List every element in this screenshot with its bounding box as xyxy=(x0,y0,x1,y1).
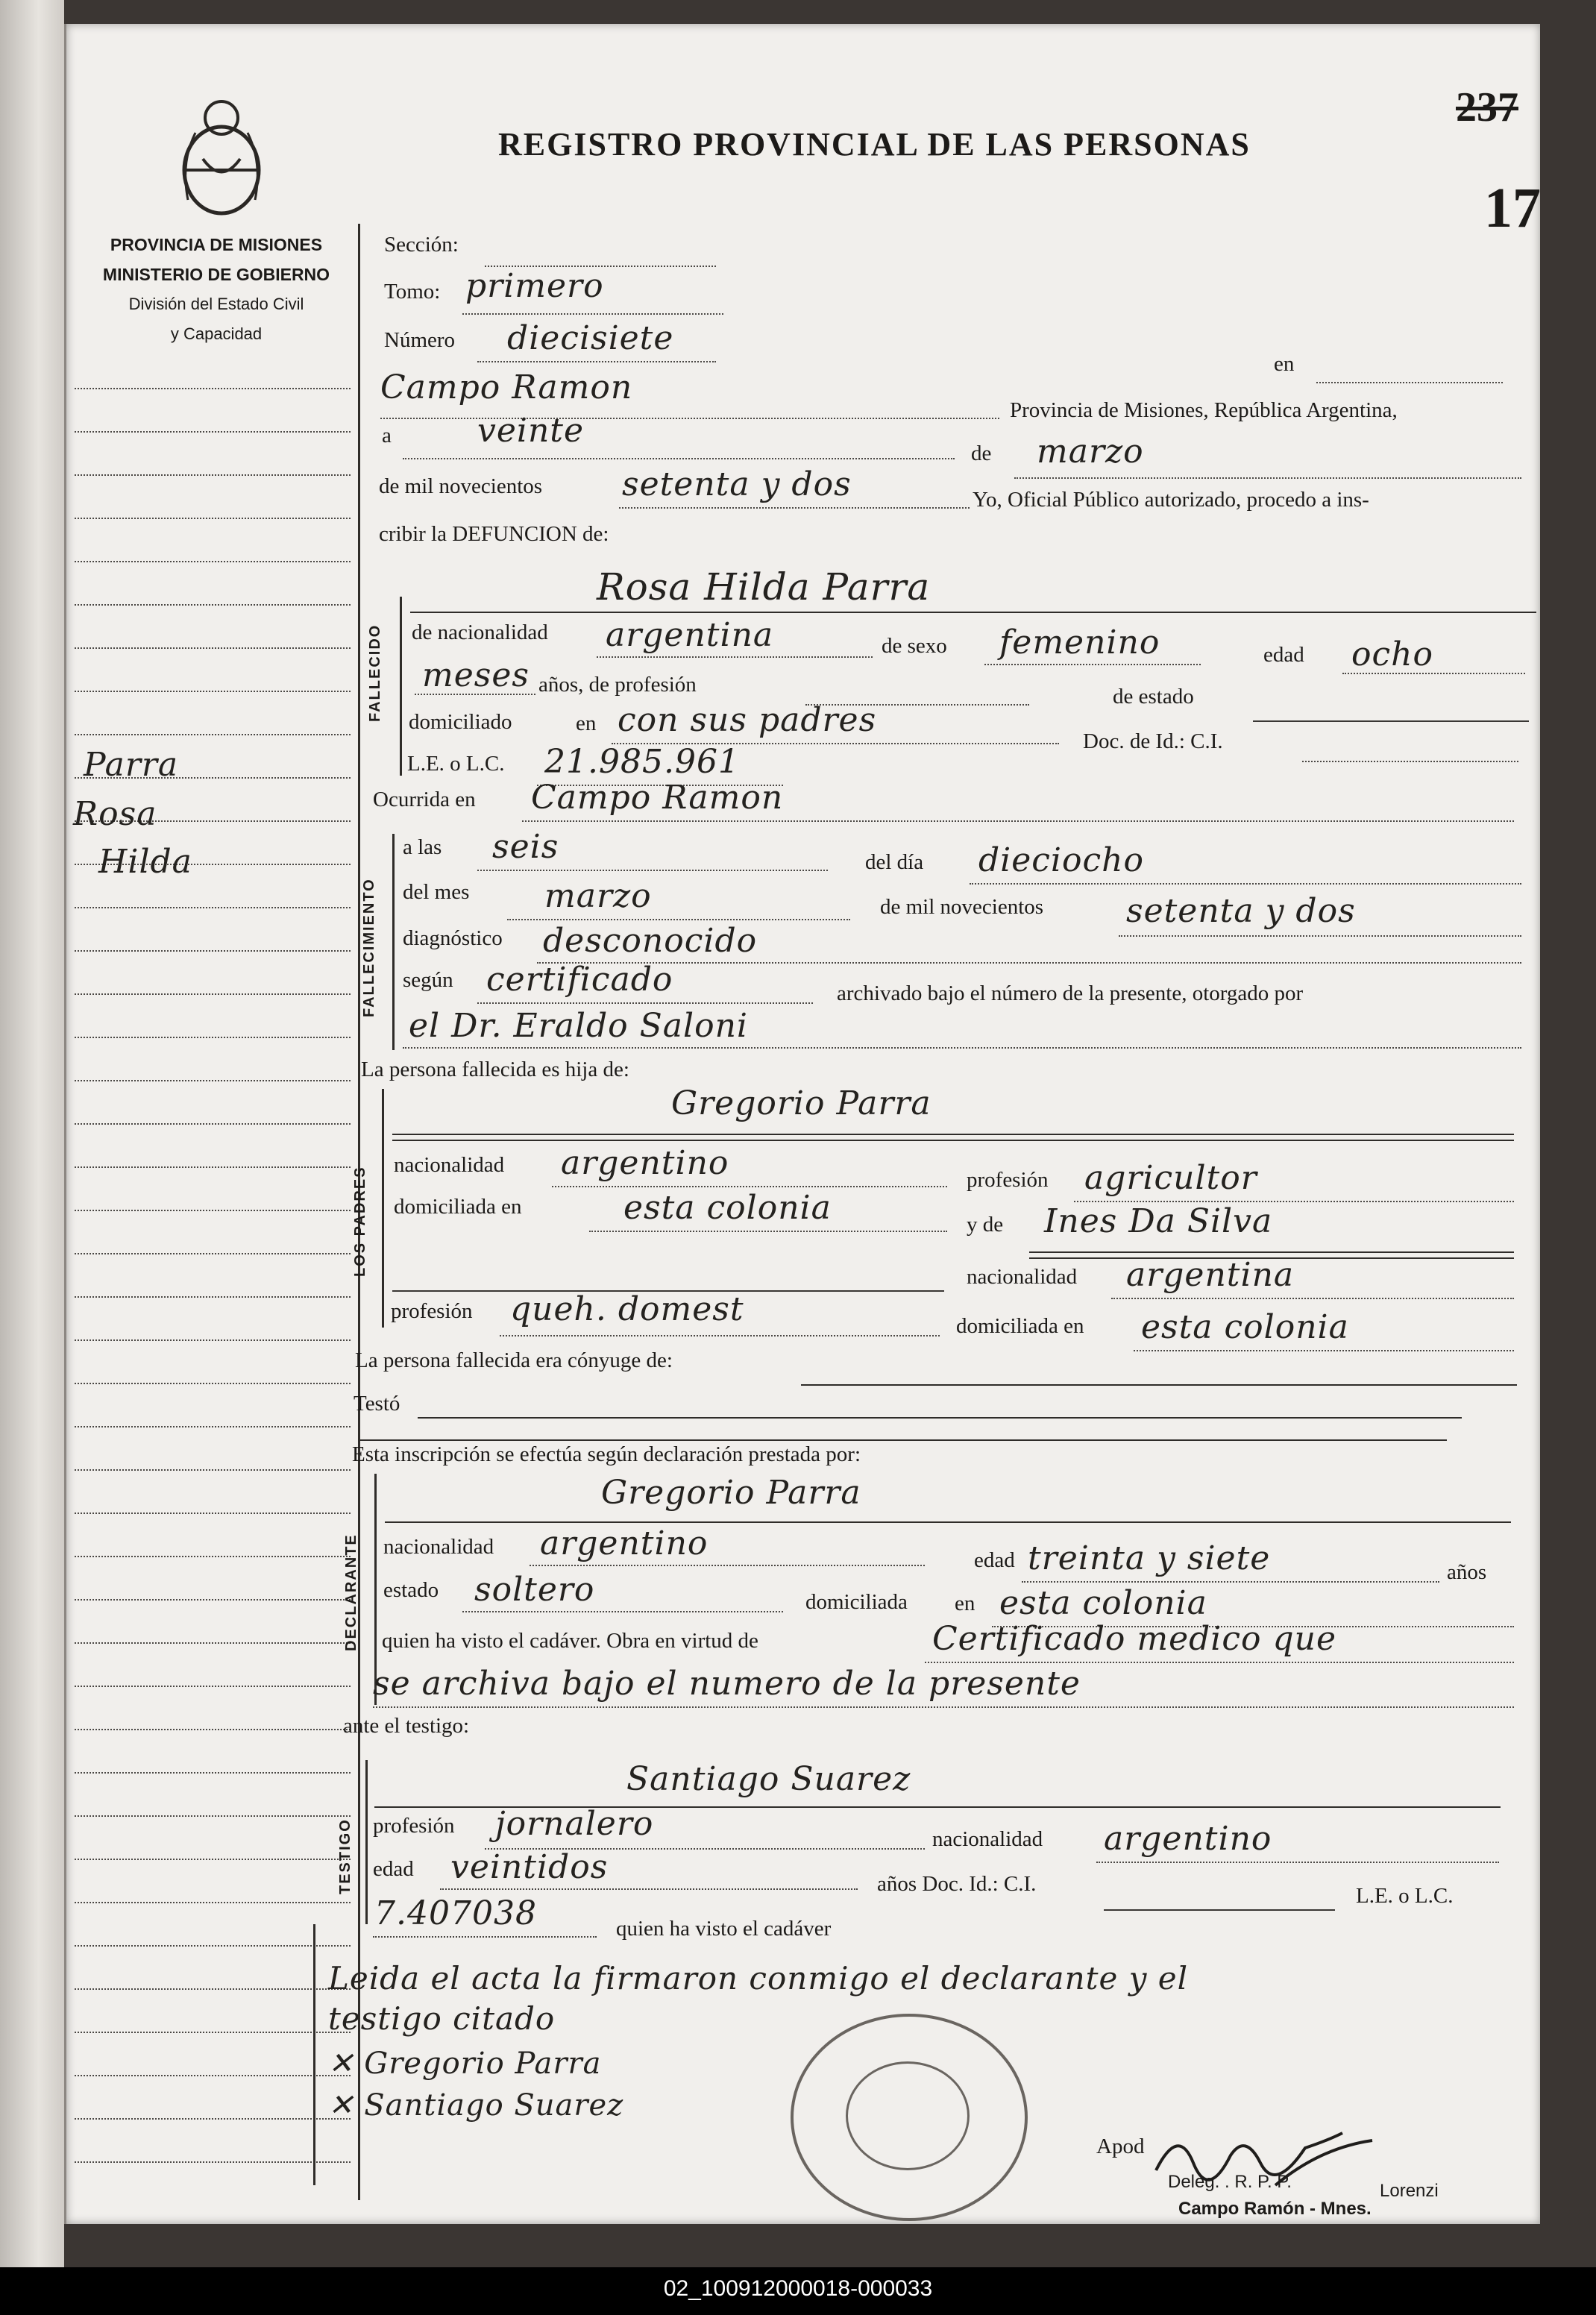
margin-line xyxy=(75,518,351,519)
tomo-label: Tomo: xyxy=(384,280,441,304)
signature-testigo-text: Santiago Suarez xyxy=(364,2088,624,2123)
padre-dom-line xyxy=(589,1231,947,1232)
image-caption: 02_100912000018-000033 xyxy=(663,2276,933,2301)
testo-label: Testó xyxy=(354,1392,400,1416)
deceased-name: Rosa Hilda Parra xyxy=(597,565,931,609)
hija-de-label: La persona fallecida es hija de: xyxy=(361,1058,629,1081)
provincia-text: Provincia de Misiones, República Argentina, xyxy=(1010,398,1398,422)
test-le-line xyxy=(373,1936,597,1938)
medico-line xyxy=(403,1047,1521,1049)
meses-value: meses xyxy=(422,656,530,694)
margin-line xyxy=(75,474,351,476)
test-prof-value: jornalero xyxy=(495,1805,654,1843)
edad-label: edad xyxy=(1263,643,1304,667)
closing-line-1: Leida el acta la firmaron conmigo el declarante y el xyxy=(328,1960,1189,1997)
page-title: REGISTRO PROVINCIAL DE LAS PERSONAS xyxy=(498,126,1251,163)
firmante-name: Lorenzi xyxy=(1380,2181,1439,2201)
visto2-text: quien ha visto el cadáver xyxy=(616,1917,832,1941)
test-le-value: 7.407038 xyxy=(374,1894,537,1932)
margin-line xyxy=(75,1513,351,1514)
stamp-inner-ring xyxy=(846,2061,970,2170)
decl-nac-line xyxy=(530,1565,925,1566)
margin-line xyxy=(75,2032,351,2033)
padre-rule-2 xyxy=(392,1140,1514,1141)
de-label: de xyxy=(971,442,992,465)
ocurrida-label: Ocurrida en xyxy=(373,788,476,811)
folio-old: 237 xyxy=(1456,84,1518,131)
decl-en-label: en xyxy=(955,1592,975,1615)
margin-line xyxy=(75,1642,351,1644)
meses-line xyxy=(415,694,535,695)
inscripcion-rule xyxy=(358,1439,1447,1441)
doc-line xyxy=(1302,761,1518,762)
signature-declarante: ✕ Gregorio Parra xyxy=(328,2047,602,2081)
lugar-stamp-text: Campo Ramón - Mnes. xyxy=(1178,2199,1372,2219)
day-line xyxy=(403,458,955,459)
test-le-label: L.E. o L.C. xyxy=(1356,1884,1454,1908)
margin-line xyxy=(75,950,351,952)
numero-label: Número xyxy=(384,328,456,352)
signature-declarante-text: Gregorio Parra xyxy=(364,2047,602,2081)
hora-line xyxy=(477,870,828,871)
margin-second-name: Hilda xyxy=(98,843,192,881)
signature-testigo: ✕ Santiago Suarez xyxy=(328,2088,624,2123)
margin-line xyxy=(75,1945,351,1947)
margin-line xyxy=(75,1383,351,1384)
padres-bracket xyxy=(382,1089,384,1328)
madre-name: Ines Da Silva xyxy=(1044,1202,1273,1240)
decl-edad-value: treinta y siete xyxy=(1028,1539,1271,1577)
decl-dom-label: domiciliada xyxy=(805,1590,908,1614)
margin-line xyxy=(75,1426,351,1427)
segun-line xyxy=(477,1002,813,1004)
test-edad-label: edad xyxy=(373,1857,414,1881)
oficial-text: Yo, Oficial Público autorizado, procedo a ins- xyxy=(973,488,1369,512)
closing-bracket xyxy=(313,1924,315,2185)
margin-line xyxy=(75,1123,351,1125)
test-edad-line xyxy=(440,1888,858,1890)
padre-nac-value: argentino xyxy=(561,1144,729,1182)
test-nac-label: nacionalidad xyxy=(932,1827,1043,1851)
nacionalidad-label: de nacionalidad xyxy=(412,621,548,644)
declarante-name: Gregorio Parra xyxy=(601,1474,861,1512)
estado-label: de estado xyxy=(1113,685,1194,709)
madre-dom-line xyxy=(1134,1350,1514,1351)
le-value: 21.985.961 xyxy=(544,743,740,781)
obra-line-2: se archiva bajo el numero de la presente xyxy=(373,1665,1081,1703)
margin-first-name: Rosa xyxy=(73,795,157,833)
decl-estado-value: soltero xyxy=(474,1571,595,1609)
apoderado-label: Apod xyxy=(1096,2135,1145,2158)
padre-dom-value: esta colonia xyxy=(623,1189,832,1227)
ocurrida-value: Campo Ramon xyxy=(531,779,784,817)
decl-nac-value: argentino xyxy=(540,1524,709,1562)
closing-line-2: testigo citado xyxy=(328,2000,556,2037)
segun-value: certificado xyxy=(486,961,673,999)
tag-declarante: DECLARANTE xyxy=(343,1533,359,1651)
a-label: a xyxy=(382,424,392,447)
margin-line xyxy=(75,647,351,649)
le-label: L.E. o L.C. xyxy=(407,752,505,776)
madre-prof-label: profesión xyxy=(391,1299,473,1323)
a-las-label: a las xyxy=(403,835,442,859)
office-line: PROVINCIA DE MISIONES xyxy=(110,235,323,254)
place-line xyxy=(380,418,999,419)
diagnostico-line xyxy=(537,962,1521,964)
obra-dots-2 xyxy=(373,1706,1514,1708)
y-de-label: y de xyxy=(967,1213,1004,1237)
tomo-value: primero xyxy=(465,267,604,305)
padre-prof-value: agricultor xyxy=(1084,1159,1257,1197)
padre-prof-label: profesión xyxy=(967,1168,1049,1192)
tag-fallecimiento: FALLECIMIENTO xyxy=(361,878,377,1017)
decl-nac-label: nacionalidad xyxy=(383,1535,494,1559)
coat-of-arms-icon xyxy=(173,88,270,219)
madre-dom-value: esta colonia xyxy=(1141,1308,1349,1346)
madre-nac-label: nacionalidad xyxy=(967,1265,1078,1289)
anos-profesion-label: años, de profesión xyxy=(538,673,697,697)
domicilio-value: con sus padres xyxy=(618,701,877,739)
folio-number: 17 xyxy=(1484,177,1541,239)
padre-dom-label: domiciliada en xyxy=(394,1195,522,1219)
margin-line xyxy=(75,2118,351,2120)
margin-line xyxy=(75,1469,351,1471)
diagnostico-label: diagnóstico xyxy=(403,926,503,950)
mes-f-value: marzo xyxy=(544,877,652,915)
decl-estado-label: estado xyxy=(383,1578,439,1602)
margin-line xyxy=(75,431,351,433)
madre-rule xyxy=(1029,1251,1514,1253)
seccion-label: Sección: xyxy=(384,233,459,257)
margin-line xyxy=(75,2075,351,2076)
sexo-value: femenino xyxy=(999,623,1160,662)
margin-line xyxy=(75,1339,351,1341)
margin-line xyxy=(75,1556,351,1557)
margin-line xyxy=(75,1772,351,1774)
del-dia-label: del día xyxy=(865,850,924,874)
nac-line xyxy=(597,656,873,658)
inscripcion-text: Esta inscripción se efectúa según declaración prestada por: xyxy=(352,1442,861,1466)
office-line: MINISTERIO DE GOBIERNO xyxy=(102,265,330,284)
en-label: en xyxy=(1274,352,1295,376)
test-doc-line xyxy=(1104,1909,1335,1911)
margin-line xyxy=(75,1729,351,1730)
inscribir-text: cribir la DEFUNCION de: xyxy=(379,522,609,546)
test-prof-label: profesión xyxy=(373,1814,455,1838)
month-line xyxy=(1014,477,1521,479)
nacionalidad-value: argentina xyxy=(606,616,774,654)
edad-line xyxy=(1342,673,1525,674)
diagnostico-value: desconocido xyxy=(543,922,758,960)
ante-testigo-label: ante el testigo: xyxy=(343,1714,470,1738)
decl-edad-label: edad xyxy=(974,1548,1015,1572)
test-nac-value: argentino xyxy=(1104,1820,1272,1858)
decl-anos-label: años xyxy=(1447,1560,1487,1584)
doc-id-label: Doc. de Id.: C.I. xyxy=(1083,729,1223,753)
dia-f-value: dieciocho xyxy=(978,841,1144,879)
margin-line xyxy=(75,1080,351,1081)
margin-line xyxy=(75,691,351,692)
sexo-label: de sexo xyxy=(882,634,947,658)
margin-line xyxy=(75,1902,351,1903)
numero-line xyxy=(477,361,716,362)
decl-estado-line xyxy=(462,1611,783,1612)
decl-edad-line xyxy=(1022,1581,1439,1583)
numero-value: diecisiete xyxy=(507,319,674,357)
fallecimiento-bracket xyxy=(392,834,395,1050)
madre-prof-value: queh. domest xyxy=(510,1290,744,1328)
test-nac-line xyxy=(1096,1862,1499,1863)
anio-f-value: setenta y dos xyxy=(1126,892,1356,930)
margin-line xyxy=(75,1988,351,1990)
year-line xyxy=(619,507,970,509)
place-value: Campo Ramon xyxy=(380,368,633,406)
mes-f-line xyxy=(507,919,850,920)
padre-nac-label: nacionalidad xyxy=(394,1153,505,1177)
margin-line xyxy=(75,1210,351,1211)
obra-line-1: Certificado medico que xyxy=(932,1620,1337,1658)
conyuge-label: La persona fallecida era cónyuge de: xyxy=(355,1348,673,1372)
en-label-2: en xyxy=(576,712,597,735)
margin-line xyxy=(75,1253,351,1254)
tag-testigo: TESTIGO xyxy=(337,1818,354,1894)
ocurrida-line xyxy=(522,820,1514,822)
testigo-bracket xyxy=(365,1760,368,1924)
year-value: setenta y dos xyxy=(622,465,852,503)
medico-value: el Dr. Eraldo Saloni xyxy=(409,1007,748,1045)
padre-name: Gregorio Parra xyxy=(671,1084,931,1122)
madre-nac-line xyxy=(1111,1298,1514,1299)
margin-line xyxy=(75,907,351,908)
margin-line xyxy=(75,1037,351,1038)
margin-line xyxy=(75,1815,351,1817)
testo-rule xyxy=(418,1417,1462,1419)
madre-dom-label: domiciliada en xyxy=(956,1314,1084,1338)
margin-line xyxy=(75,1166,351,1168)
tag-padres: LOS PADRES xyxy=(352,1166,368,1277)
official-stamp xyxy=(791,2014,1028,2221)
office-line: y Capacidad xyxy=(170,324,263,343)
margin-line xyxy=(75,561,351,562)
en-line xyxy=(1316,382,1503,383)
testigo-name: Santiago Suarez xyxy=(626,1760,911,1798)
obra-dots-1 xyxy=(925,1662,1514,1663)
del-mes-label: del mes xyxy=(403,880,470,904)
dia-f-line xyxy=(970,883,1521,885)
decl-dom-value: esta colonia xyxy=(999,1584,1207,1622)
margin-line xyxy=(75,1859,351,1860)
edad-value: ocho xyxy=(1351,635,1433,673)
day-value: veinte xyxy=(477,412,585,450)
tomo-line xyxy=(462,313,723,315)
madre-nac-value: argentina xyxy=(1126,1256,1295,1294)
declarante-rule xyxy=(385,1521,1511,1523)
fallecido-bracket xyxy=(400,597,402,776)
office-line: División del Estado Civil xyxy=(128,295,304,313)
padre-nac-line xyxy=(552,1186,947,1187)
archivado-text: archivado bajo el número de la presente, otorgado por xyxy=(837,981,1304,1005)
margin-line xyxy=(75,1296,351,1298)
month-value: marzo xyxy=(1037,433,1144,471)
conyuge-rule xyxy=(801,1384,1517,1386)
previous-page-edge xyxy=(0,0,64,2267)
margin-line xyxy=(75,604,351,606)
de-mil-label: de mil novecientos xyxy=(379,474,543,498)
name-rule xyxy=(410,612,1536,613)
margin-line xyxy=(75,388,351,389)
madre-prof-line xyxy=(500,1335,940,1336)
test-edad-value: veintidos xyxy=(450,1848,609,1886)
office-heading xyxy=(75,230,358,349)
anio-f-line xyxy=(1119,935,1521,937)
test-doc-label: años Doc. Id.: C.I. xyxy=(877,1872,1037,1896)
hora-value: seis xyxy=(492,828,559,866)
delegacion-text: Deleg. . R. P. P. xyxy=(1168,2172,1292,2192)
estado-line xyxy=(1253,720,1529,722)
official-signature-icon xyxy=(1149,2118,1402,2208)
sexo-line xyxy=(984,664,1201,665)
margin-line xyxy=(75,1599,351,1601)
margin-line xyxy=(75,1686,351,1687)
padre-rule xyxy=(392,1134,1514,1135)
margin-line xyxy=(75,734,351,735)
margin-line xyxy=(75,2161,351,2163)
margin-line xyxy=(75,993,351,995)
segun-label: según xyxy=(403,968,453,992)
tag-fallecido: FALLECIDO xyxy=(367,623,383,722)
de-mil-nov-label: de mil novecientos xyxy=(880,895,1044,919)
visto-text: quien ha visto el cadáver. Obra en virtud de xyxy=(382,1629,758,1653)
domiciliado-label: domiciliado xyxy=(409,710,512,734)
margin-surname: Parra xyxy=(84,746,179,784)
